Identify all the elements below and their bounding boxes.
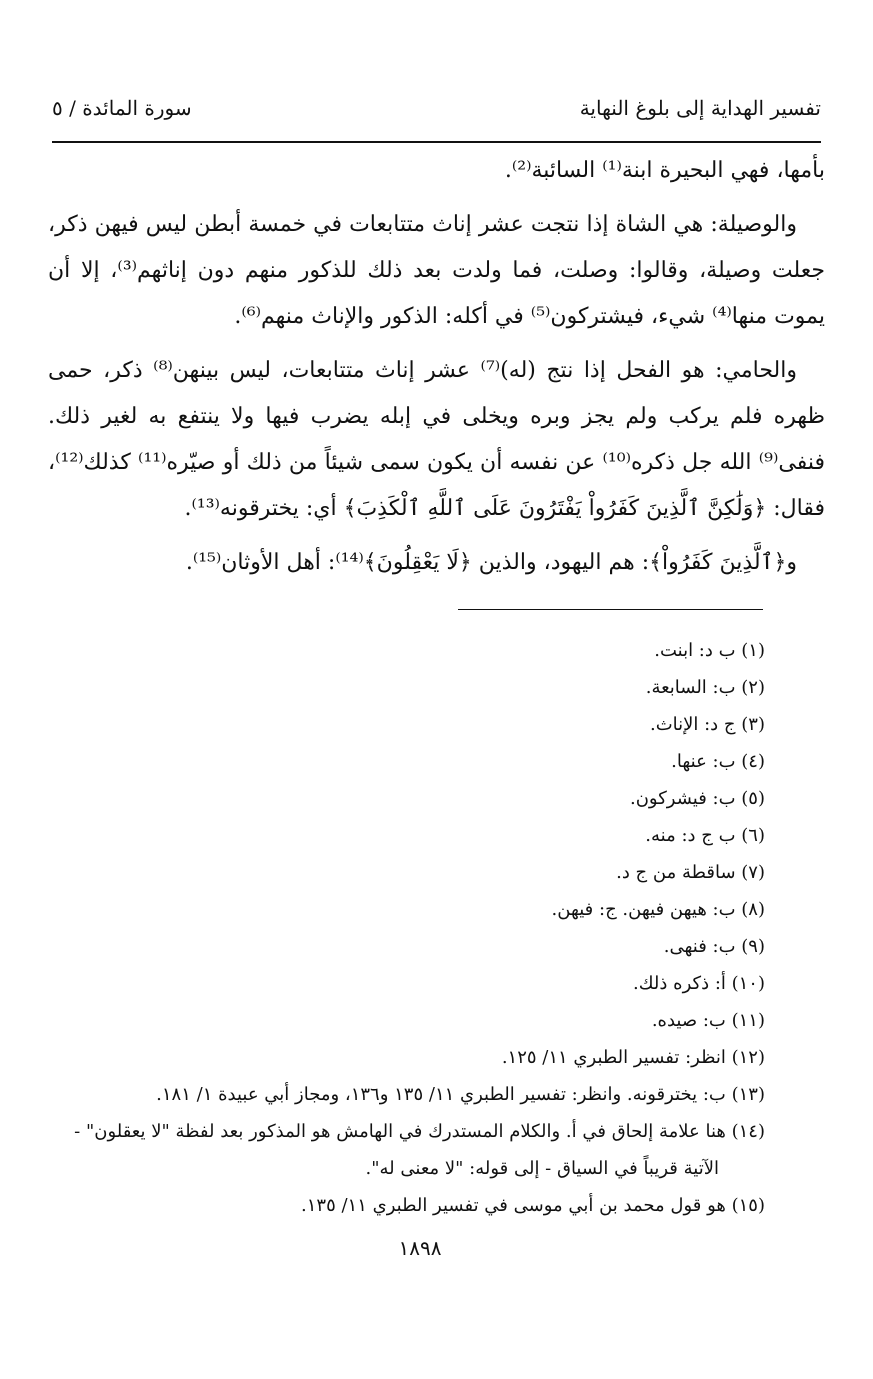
footnote-item: (١٢) انظر: تفسير الطبري ١١/ ١٢٥. — [501, 1047, 765, 1068]
footnote-item: (٣) ج د: الإناث. — [649, 714, 765, 735]
footnote-item: (٩) ب: فنهى. — [663, 936, 765, 957]
header-rule — [52, 141, 821, 143]
footnote-item: (٧) ساقطة من ج د. — [616, 862, 765, 883]
running-head — [52, 92, 821, 132]
footnote-item: (٦) ب ج د: منه. — [645, 825, 765, 846]
main-text — [48, 148, 825, 594]
body-paragraph: والوصيلة: هي الشاة إذا نتجت عشر إناث متتابعات في خمسة أبطن ليس فيهن ذكر، جعلت وصيلة، وقالوا: وصلت، فما ولدت بعد ذلك للذكور منهم دون إناثهم⁽³⁾، إلا أن يموت منها⁽⁴⁾ شيء، فيشتركون⁽⁵⁾ في أكله: الذكور والإناث منهم⁽⁶⁾. — [48, 212, 826, 329]
footnote-item: (١٥) هو قول محمد بن أبي موسى في تفسير الطبري ١١/ ١٣٥. — [301, 1195, 765, 1216]
body-paragraph: و﴿ٱلَّذِينَ كَفَرُواْ﴾: هم اليهود، والذين ﴿لَا يَعْقِلُونَ﴾⁽¹⁴⁾: أهل الأوثان⁽¹⁵⁾. — [185, 550, 797, 575]
footnote-item: (٤) ب: عنها. — [671, 751, 765, 772]
surah-label: سورة المائدة / ٥ — [52, 96, 192, 120]
footnote-item: (٢) ب: السابعة. — [645, 677, 765, 698]
book-title: تفسير الهداية إلى بلوغ النهاية — [579, 96, 821, 120]
footnote-item: (٨) ب: هيهن فيهن. ج: فيهن. — [551, 899, 765, 920]
footnote-item: (١٠) أ: ذكره ذلك. — [633, 973, 765, 994]
body-paragraph: والحامي: هو الفحل إذا نتج (له)⁽⁷⁾ عشر إناث متتابعات، ليس بينهن⁽⁸⁾ ذكر، حمى ظهره فلم يركب ولم يجز وبره ويخلى في إبله يضرب فيها ولا ينتفع به لغير ذلك. فنفى⁽⁹⁾ الله جل ذكره⁽¹⁰⁾ عن نفسه أن يكون سمى شيئاً من ذلك أو صيّره⁽¹¹⁾ كذلك⁽¹²⁾، فقال: ﴿وَلَٰكِنَّ ٱلَّذِينَ كَفَرُواْ يَفْتَرُونَ عَلَى ٱللَّهِ ٱلْكَذِبَ﴾ أي: يخترقونه⁽¹³⁾. — [48, 358, 825, 521]
footnotes-list — [48, 632, 765, 1224]
body-paragraph: بأمها، فهي البحيرة ابنة⁽¹⁾ السائبة⁽²⁾. — [504, 158, 825, 183]
footnote-continuation: الآتية قريباً في السياق - إلى قوله: "لا معنى له". — [365, 1158, 719, 1179]
footnote-item: (١٣) ب: يخترقونه. وانظر: تفسير الطبري ١١/ ١٣٥ و١٣٦، ومجاز أبي عبيدة ١/ ١٨١. — [156, 1084, 765, 1105]
footnote-item: (١١) ب: صيده. — [651, 1010, 765, 1031]
footnote-item: (١٤) هنا علامة إلحاق في أ. والكلام المستدرك في الهامش هو المذكور بعد لفظة "لا يعقلون" - — [74, 1121, 765, 1142]
footnote-item: (١) ب د: ابنت. — [654, 640, 765, 661]
page-number: ١٨٩٨ — [398, 1236, 442, 1260]
footnote-item: (٥) ب: فيشركون. — [629, 788, 765, 809]
footnote-rule — [458, 609, 763, 610]
